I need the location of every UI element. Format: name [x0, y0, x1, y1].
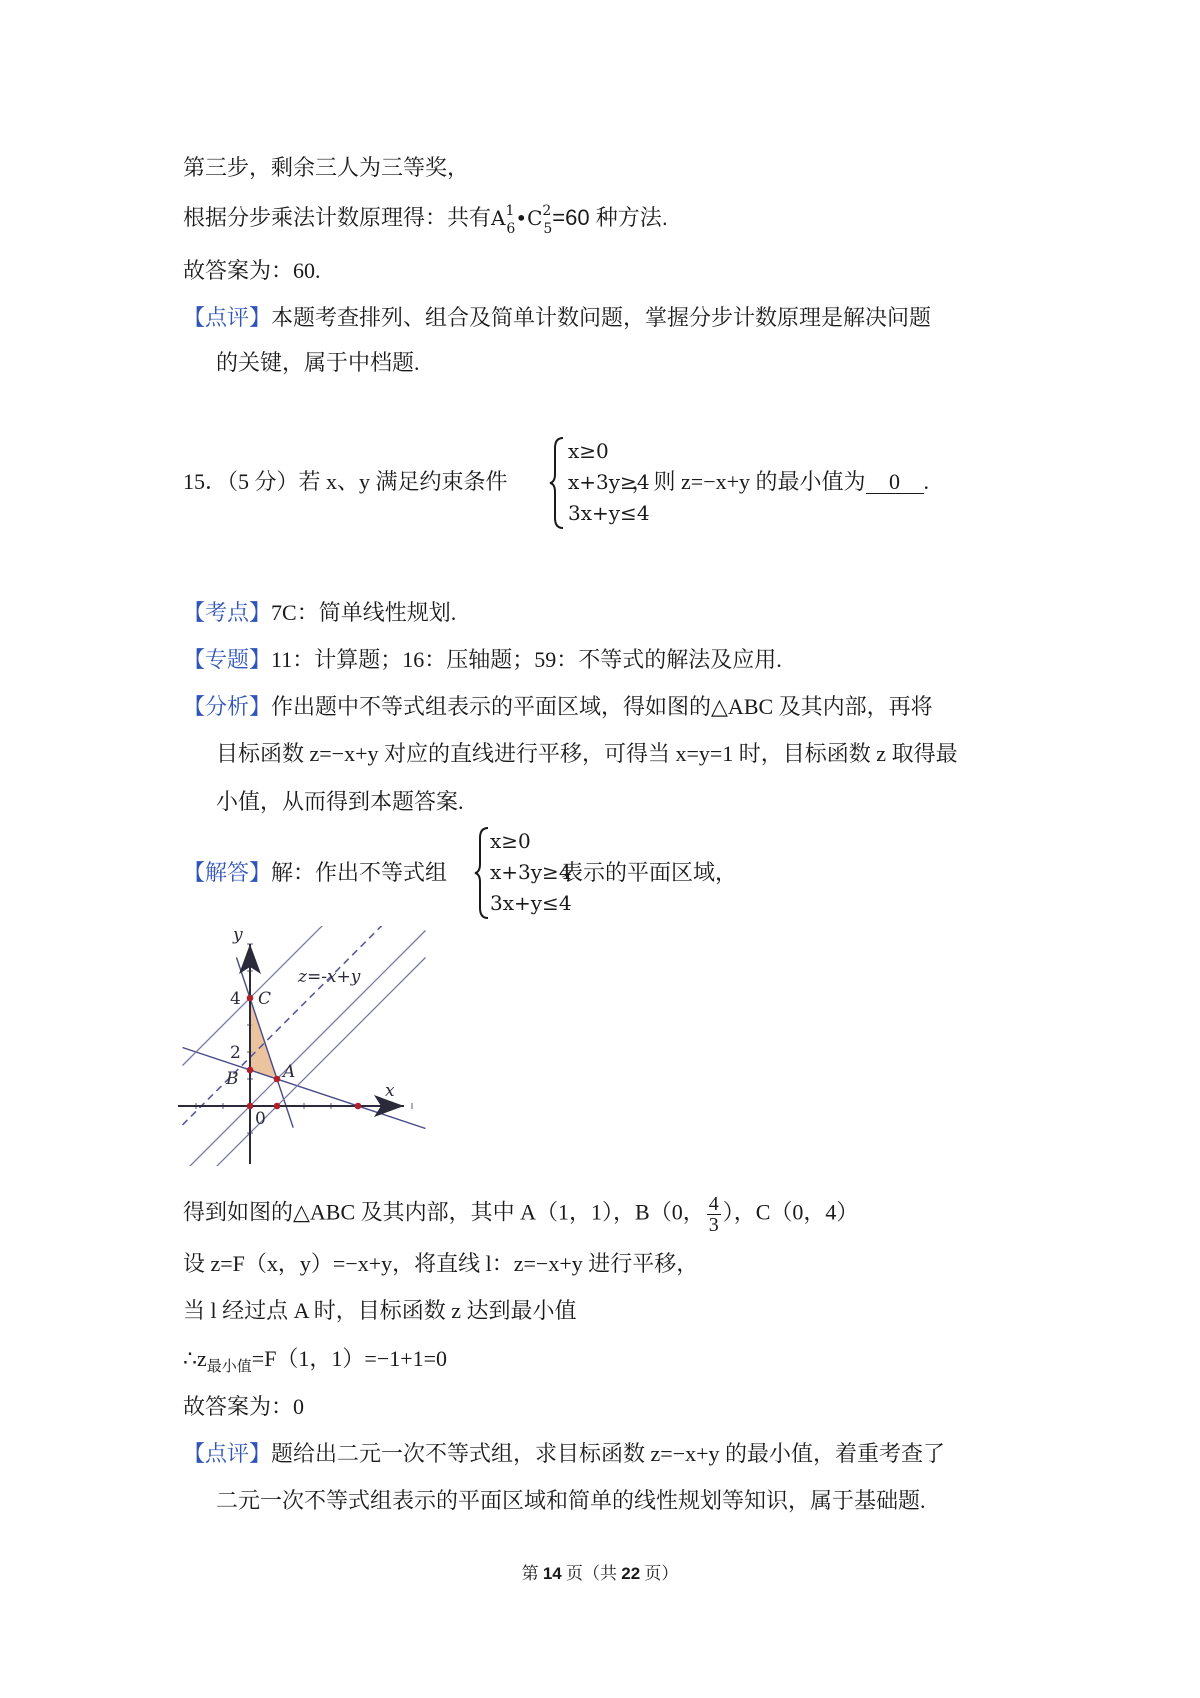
- y-axis-label: y: [233, 926, 243, 945]
- question-15-line: 15．（5 分）若 x、y 满足约束条件 ，则 z=−x+y 的最小值为 0 .: [183, 469, 930, 494]
- question-15-pre: 15．（5 分）若 x、y 满足约束条件: [183, 469, 508, 494]
- fraction-b: $\frac{4}{3}$: [708, 1193, 719, 1236]
- fenxi-line: 【分析】作出题中不等式组表示的平面区域，得如图的△ABC 及其内部，再将: [183, 694, 933, 719]
- kaodian-line: 【考点】7C：简单线性规划.: [183, 600, 457, 625]
- solution-constraint-3: 3x+y≤4: [490, 891, 572, 915]
- feasible-region-graph: [178, 926, 432, 1166]
- point-origin: [247, 1103, 254, 1110]
- step3-line: 第三步，剩余三人为三等奖，: [183, 155, 470, 180]
- vertex-label-c: C: [258, 989, 272, 1009]
- count-line: [183, 203, 668, 236]
- point-b: [247, 1067, 254, 1074]
- level-line-2: [183, 931, 426, 1167]
- constraint-3: 3x+y≤4: [568, 501, 650, 525]
- fenxi-line-2: 目标函数 z=−x+y 对应的直线进行平移，可得当 x=y=1 时，目标函数 z 取得最: [216, 741, 958, 766]
- objective-line-label: z=-x+y: [298, 967, 361, 987]
- result-line-1: 得到如图的△ABC 及其内部，其中 A（1，1），B（0， $\frac{4}{3}$ ），C（0，4）: [183, 1193, 859, 1236]
- permutation-expression: $A^1_6•C^2_5$: [491, 203, 553, 237]
- vertex-label-b: B: [226, 1069, 239, 1090]
- comment-2-line-2: 二元一次不等式组表示的平面区域和简单的线性规划等知识，属于基础题.: [216, 1488, 926, 1513]
- solution-constraint-2: x+3y≥4: [490, 860, 572, 884]
- result-line-2: 设 z=F（x，y）=−x+y，将直线 l：z=−x+y 进行平移，: [183, 1251, 699, 1276]
- jieda-line: 【解答】解：作出不等式组 表示的平面区域，: [183, 860, 738, 885]
- origin-label: 0: [255, 1109, 266, 1129]
- result-line-5: 故答案为：0: [183, 1394, 305, 1419]
- page-number: 14: [542, 1564, 562, 1583]
- level-line-1: [183, 958, 426, 1167]
- comment-tag: 【点评】: [183, 305, 272, 330]
- point-c: [247, 995, 254, 1002]
- point-a: [274, 1076, 281, 1083]
- left-brace-icon: [549, 436, 565, 530]
- result-line-4: $\therefore z_{最小值}=F(1$，1）=−1+1=0: [183, 1346, 448, 1375]
- constraint-1: x≥0: [568, 439, 609, 463]
- point-x1: [274, 1103, 281, 1110]
- x-axis-label: x: [385, 1081, 395, 1101]
- level-line-3: [183, 926, 426, 1066]
- zhuanti-line: 【专题】11：计算题；16：压轴题；59：不等式的解法及应用.: [183, 647, 782, 672]
- comment-1-line: 【点评】本题考查排列、组合及简单计数问题，掌握分步计数原理是解决问题: [183, 305, 932, 330]
- vertex-label-a: A: [283, 1062, 296, 1082]
- solution-constraint-1: x≥0: [490, 829, 531, 853]
- comment-2-line: 【点评】题给出二元一次不等式组，求目标函数 z=−x+y 的最小值，着重考查了: [183, 1441, 946, 1466]
- count-line-pre: 根据分步乘法计数原理得：共有: [183, 205, 492, 230]
- answer-blank: 0: [866, 471, 924, 494]
- count-line-post: =60 种方法.: [552, 205, 668, 230]
- point-x4: [355, 1103, 362, 1110]
- page-footer: 第 14 页（共 22 页）: [521, 1564, 679, 1583]
- page-total: 22: [621, 1564, 641, 1583]
- result-line-3: 当 l 经过点 A 时，目标函数 z 达到最小值: [183, 1298, 577, 1323]
- comment-1-line-2: 的关键，属于中档题.: [216, 350, 420, 375]
- fenxi-line-3: 小值，从而得到本题答案.: [216, 789, 464, 814]
- constraint-2: x+3y≥4: [568, 470, 650, 494]
- tick-label-4: 4: [230, 989, 241, 1009]
- answer-60-line: 故答案为：60.: [183, 258, 321, 283]
- left-brace-icon: [474, 826, 490, 920]
- tick-label-2: 2: [230, 1043, 241, 1063]
- question-15-post: ，则 z=−x+y 的最小值为: [631, 469, 866, 494]
